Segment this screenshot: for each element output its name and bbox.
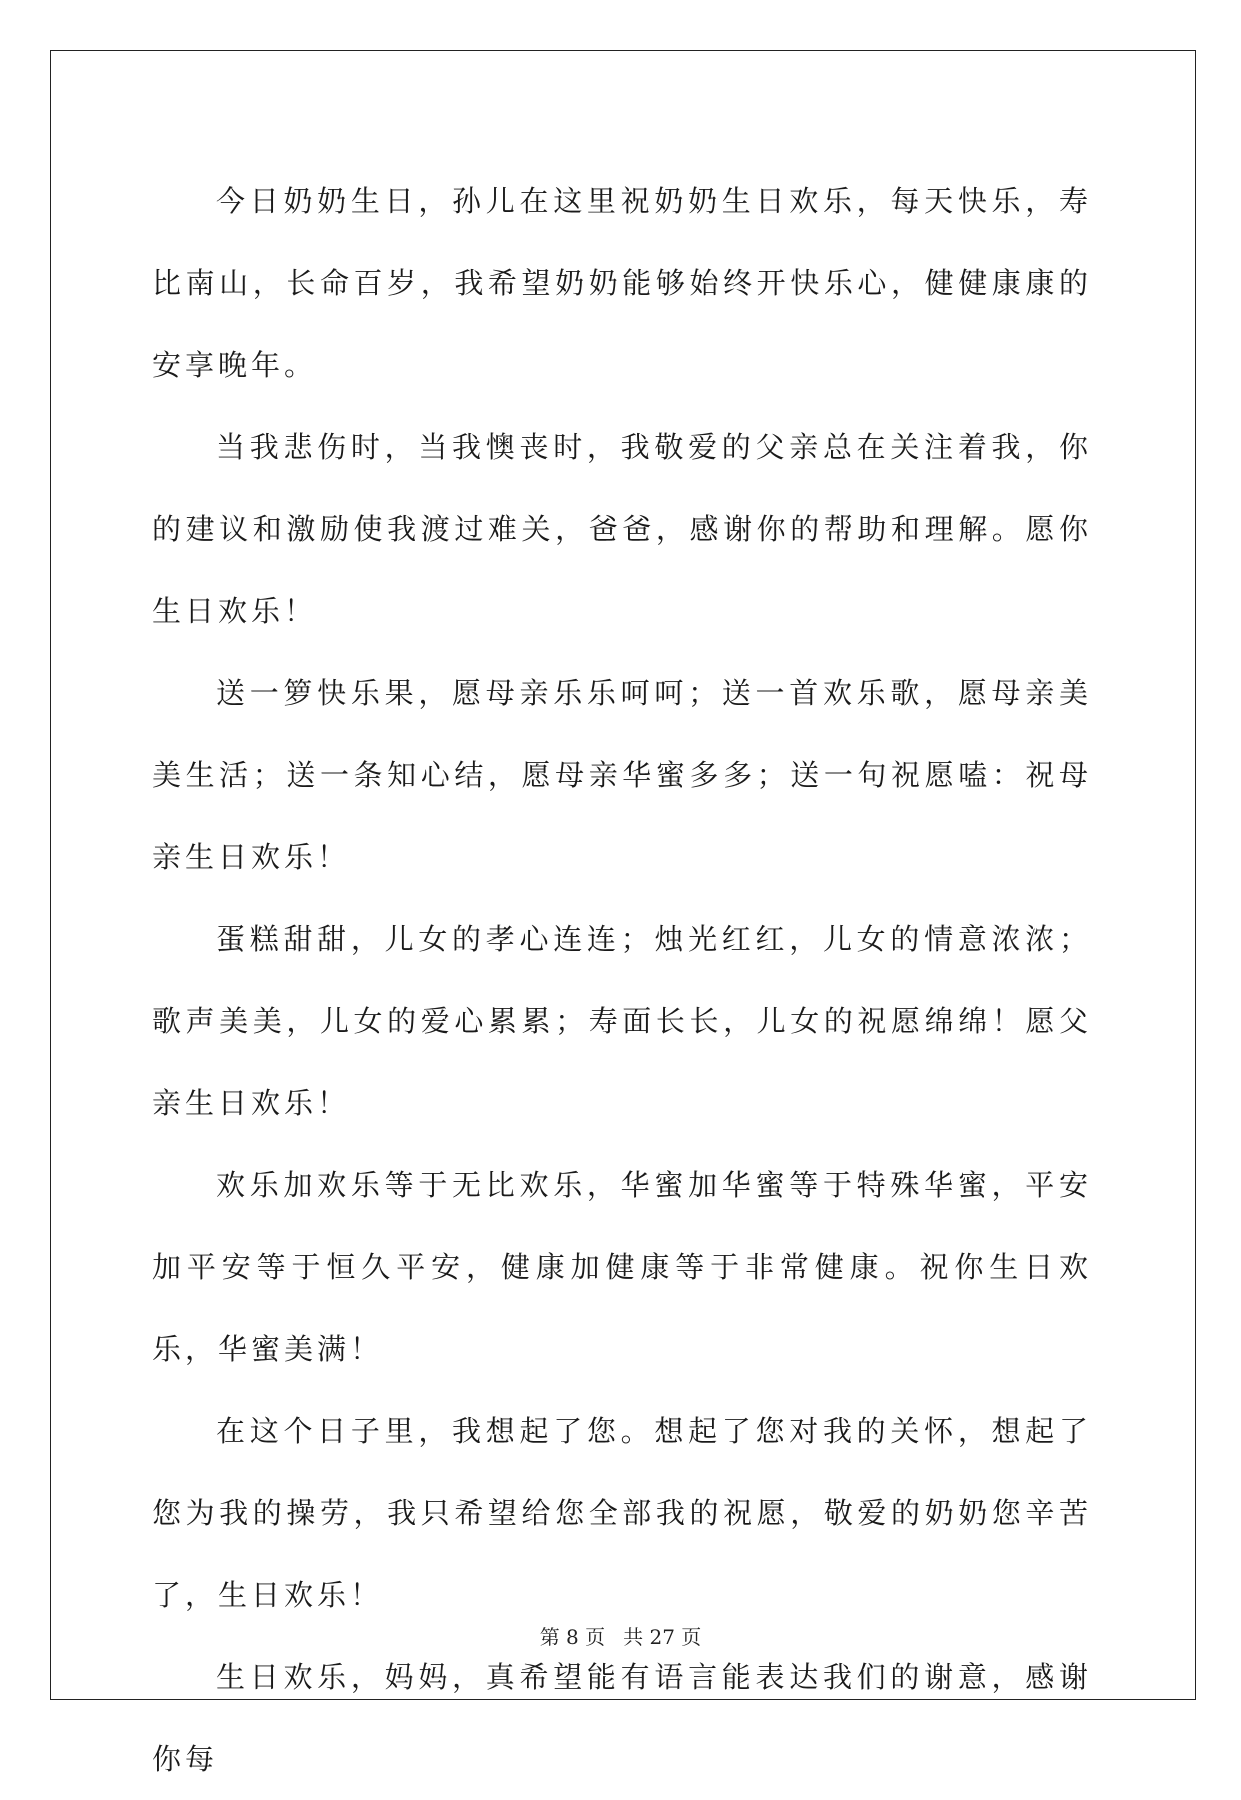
- page-number: 第 8 页: [539, 1625, 606, 1649]
- paragraph-7: 生日欢乐，妈妈，真希望能有语言能表达我们的谢意，感谢你每: [152, 1660, 1092, 1776]
- paragraph-3: 送一箩快乐果，愿母亲乐乐呵呵；送一首欢乐歌，愿母亲美美生活；送一条知心结，愿母亲华蜜多多；送一句祝愿嗑：祝母亲生日欢乐！: [152, 676, 1092, 874]
- paragraph-2: 当我悲伤时，当我懊丧时，我敬爱的父亲总在关注着我，你的建议和激励使我渡过难关，爸爸，感谢你的帮助和理解。愿你生日欢乐！: [152, 430, 1092, 628]
- page-footer: [0, 1621, 1241, 1650]
- paragraph-6: 在这个日子里，我想起了您。想起了您对我的关怀，想起了您为我的操劳，我只希望给您全部我的祝愿，敬爱的奶奶您辛苦了，生日欢乐！: [152, 1414, 1092, 1612]
- paragraph-1: 今日奶奶生日，孙儿在这里祝奶奶生日欢乐，每天快乐，寿比南山，长命百岁，我希望奶奶能够始终开快乐心，健健康康的安享晚年。: [152, 184, 1092, 382]
- paragraph-5: 欢乐加欢乐等于无比欢乐，华蜜加华蜜等于特殊华蜜，平安加平安等于恒久平安，健康加健康等于非常健康。祝你生日欢乐，华蜜美满！: [152, 1168, 1092, 1366]
- page-total: 共 27 页: [623, 1625, 702, 1649]
- document-body: [152, 160, 1092, 1800]
- paragraph-4: 蛋糕甜甜，儿女的孝心连连；烛光红红，儿女的情意浓浓；歌声美美，儿女的爱心累累；寿面长长，儿女的祝愿绵绵！愿父亲生日欢乐！: [152, 922, 1092, 1120]
